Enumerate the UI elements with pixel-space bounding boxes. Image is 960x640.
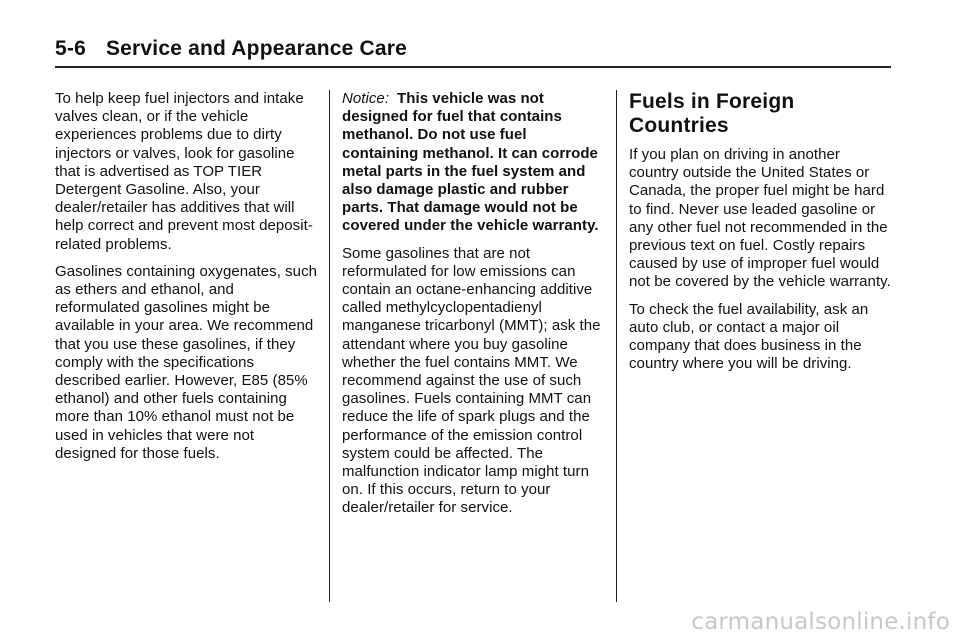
paragraph-oxygenates: Gasolines containing oxygenates, such as ethers and ethanol, and reformulated gasolines might be available in your area. We recommend that you use these gasolines, if they comply with the specifications described earlier. However, E85 (85% ethanol) and other fuels containing more than 10% ethanol must not be used in vehicles that were not designed for those fuels. (55, 262, 318, 462)
paragraph-injectors: To help keep fuel injectors and intake valves clean, or if the vehicle experiences problems due to dirty injectors or valves, look for gasoline that is advertised as TOP TIER Detergent Gasoline. Also, your dealer/retailer has additives that will help correct and prevent most deposit-related problems. (55, 90, 313, 253)
page-header (55, 36, 891, 68)
notice-label: Notice: (342, 90, 390, 107)
column-divider-right (616, 90, 617, 602)
column-left (55, 90, 317, 472)
column-middle (342, 90, 604, 527)
notice-block (342, 90, 604, 236)
section-heading-foreign-fuels: Fuels in Foreign Countries (629, 90, 795, 137)
notice-text: This vehicle was not designed for fuel that contains methanol. Do not use fuel containing methanol. It can corrode metal parts in the fuel system and also damage plastic and rubber parts. That damage would not be covered under the vehicle warranty. (342, 90, 599, 235)
watermark-text: carmanualsonline.info (691, 609, 950, 635)
page-number: 5-6 (55, 37, 86, 60)
column-right (629, 90, 891, 382)
paragraph-foreign-countries: If you plan on driving in another country outside the United States or Canada, the proper fuel might be hard to find. Never use leaded gasoline or any other fuel not recommended in the previous text on fuel. Costly repairs caused by use of improper fuel would not be covered by the vehicle warranty. (629, 146, 891, 291)
paragraph-fuel-availability: To check the fuel availability, ask an auto club, or contact a major oil company that does business in the country where you will be driving. (629, 300, 869, 373)
column-divider-left (329, 90, 330, 602)
paragraph-mmt: Some gasolines that are not reformulated for low emissions can contain an octane-enhancing additive called methylcyclopentadienyl manganese tricarbonyl (MMT); ask the attendant where you buy gasoline whether the fuel contains MMT. We recommend against the use of such gasolines. Fuels containing MMT can reduce the life of spark plugs and the performance of the emission control system could be affected. The malfunction indicator lamp might turn on. If this occurs, return to your dealer/retailer for service. (342, 244, 601, 517)
header-title-row (55, 36, 407, 62)
section-title: Service and Appearance Care (105, 37, 408, 60)
